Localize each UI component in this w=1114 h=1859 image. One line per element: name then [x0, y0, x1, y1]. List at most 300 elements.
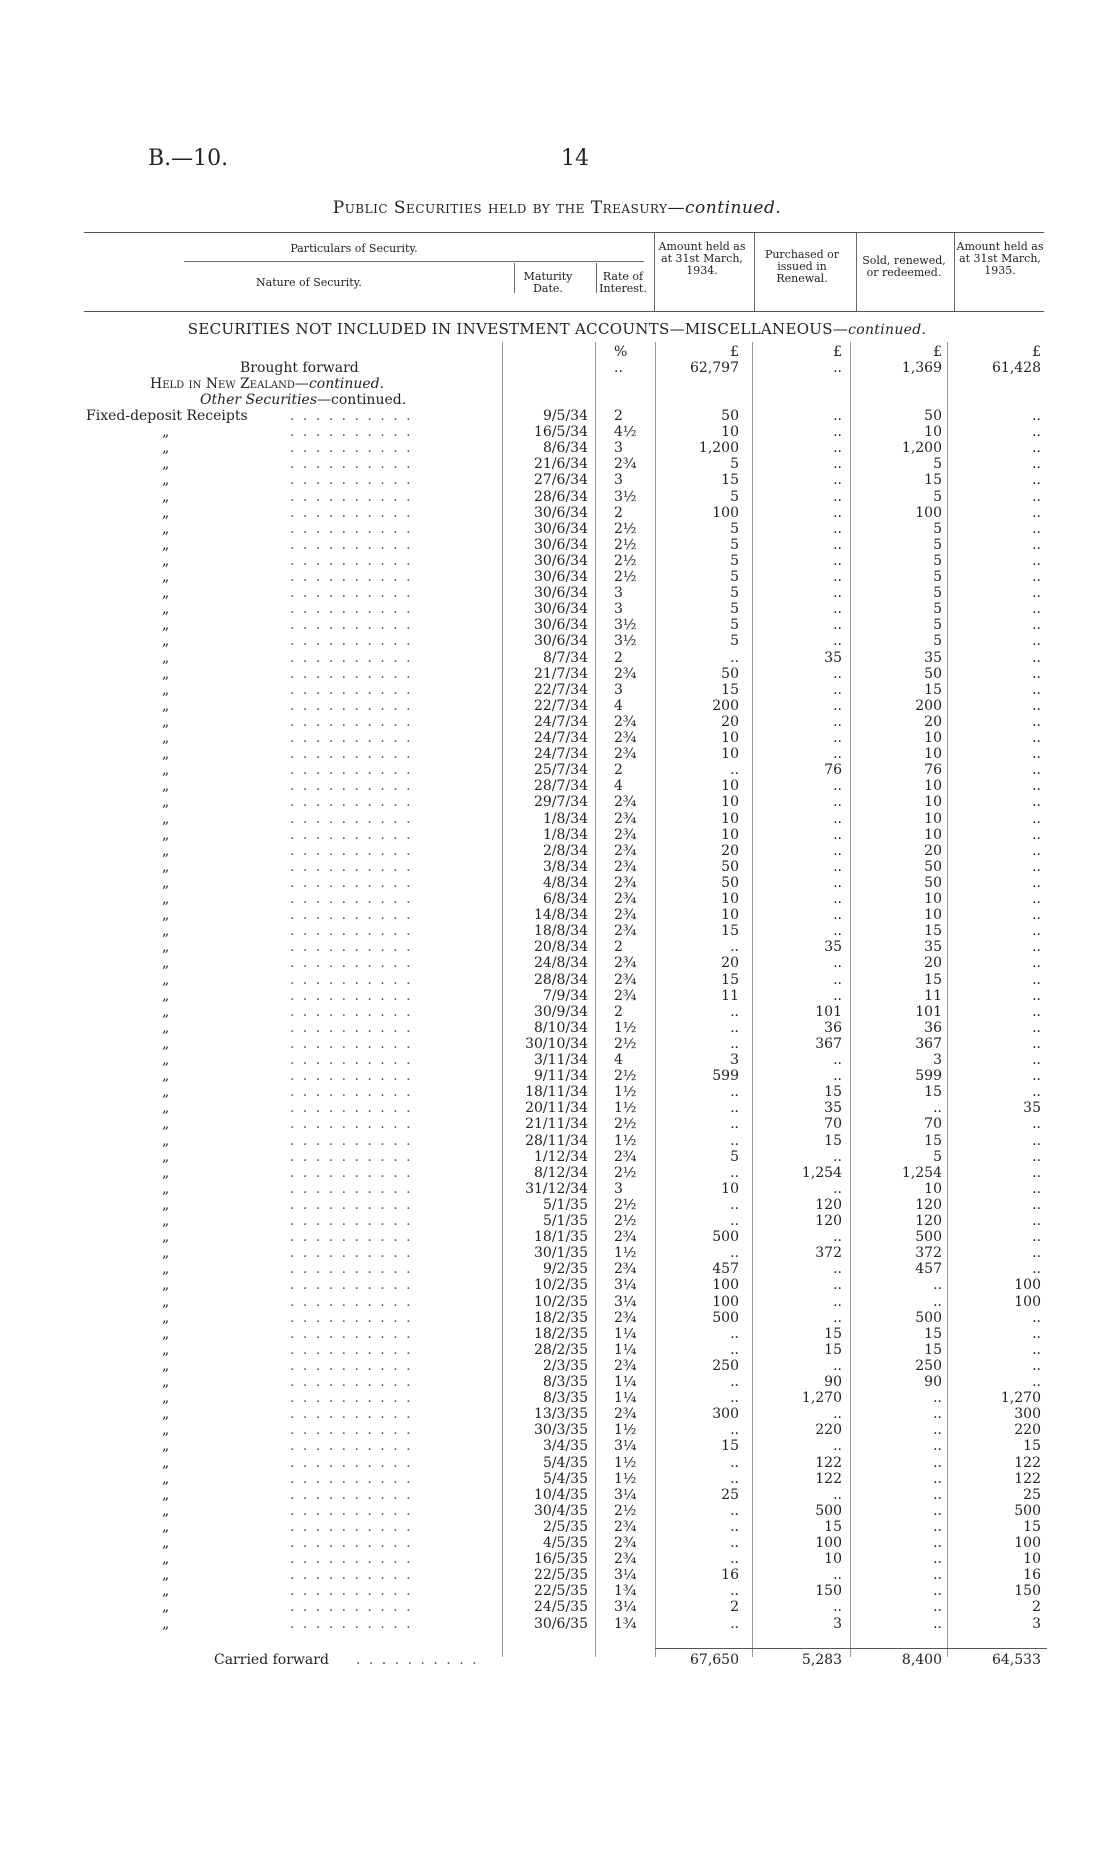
held-1934: .. [730, 1551, 739, 1568]
held-1934: .. [730, 1213, 739, 1229]
held-1934: 5 [730, 633, 739, 650]
maturity-date: 30/6/34 [534, 601, 588, 618]
held-1934: .. [730, 1019, 739, 1036]
interest-rate: 2¾ [614, 746, 637, 763]
held-1935: 15 [1023, 1438, 1041, 1455]
held-1935: .. [1032, 939, 1041, 956]
interest-rate: 2½ [614, 1116, 637, 1133]
interest-rate: 3½ [614, 488, 637, 505]
held-1934: .. [730, 1470, 739, 1487]
security-name: „ [162, 1309, 170, 1326]
sold: 20 [924, 955, 942, 972]
table-row [0, 1181, 1114, 1197]
unit-rate: % [614, 344, 628, 360]
held-1935: .. [1032, 1019, 1041, 1036]
interest-rate: 2¾ [614, 1148, 637, 1165]
leader-dots: . . . . . . . . . . [290, 1567, 413, 1584]
table-row [0, 811, 1114, 827]
sold: 15 [924, 923, 942, 940]
purchased: .. [833, 923, 842, 940]
security-name: „ [162, 1116, 170, 1133]
leader-dots: . . . . . . . . . . [290, 987, 413, 1004]
leader-dots: . . . . . . . . . . [290, 1293, 413, 1310]
held-1934: 50 [721, 665, 739, 682]
subhead-other-securities-main: Other Securities [200, 392, 318, 408]
held-1935: .. [1032, 987, 1041, 1004]
held-1935: .. [1032, 681, 1041, 698]
maturity-date: 6/8/34 [542, 891, 588, 907]
held-1934: 20 [721, 955, 739, 972]
purchased: .. [833, 504, 842, 521]
interest-rate: 2¾ [614, 794, 637, 811]
held-1935: .. [1032, 1116, 1041, 1133]
sold: 5 [933, 1148, 942, 1165]
table-row [0, 714, 1114, 730]
interest-rate: 4 [614, 697, 623, 714]
sold: 5 [933, 601, 942, 618]
interest-rate: 3 [614, 681, 623, 698]
security-name: „ [162, 778, 170, 795]
leader-dots: . . . . . . . . . . [290, 697, 413, 714]
sold: 250 [915, 1357, 942, 1374]
purchased: .. [833, 1148, 842, 1165]
interest-rate: 2¾ [614, 907, 637, 924]
interest-rate: 1½ [614, 1422, 637, 1439]
purchased: .. [833, 697, 842, 714]
held-1935: 10 [1023, 1551, 1041, 1568]
leader-dots: . . . . . . . . . . [290, 488, 413, 505]
maturity-date: 30/10/34 [525, 1035, 588, 1052]
subhead-held-in-nz-continued: continued. [308, 376, 385, 392]
table-row [0, 585, 1114, 601]
held-1934: .. [730, 1454, 739, 1471]
security-name: „ [162, 1100, 170, 1117]
maturity-date: 7/9/34 [542, 987, 588, 1004]
held-1935: .. [1032, 907, 1041, 924]
security-name: „ [162, 1245, 170, 1262]
table-row [0, 1551, 1114, 1567]
table-row [0, 1487, 1114, 1503]
sold: .. [933, 1615, 942, 1632]
held-1935: .. [1032, 1309, 1041, 1326]
brought-forward-held-1934: 62,797 [690, 360, 739, 376]
sold: .. [933, 1583, 942, 1600]
table-row [0, 666, 1114, 682]
purchased: .. [833, 1438, 842, 1455]
held-1934: 15 [721, 681, 739, 698]
table-row [0, 569, 1114, 585]
leader-dots: . . . . . . . . . . [290, 649, 413, 666]
interest-rate: 2½ [614, 1213, 637, 1229]
leader-dots: . . . . . . . . . . [290, 536, 413, 553]
held-1935: 300 [1014, 1406, 1041, 1423]
leader-dots: . . . . . . . . . . [290, 858, 413, 875]
interest-rate: 3 [614, 440, 623, 457]
table-row [0, 746, 1114, 762]
sold: .. [933, 1438, 942, 1455]
held-1935: .. [1032, 633, 1041, 650]
brought-forward-sold: 1,369 [901, 360, 942, 376]
sold: 15 [924, 971, 942, 988]
table-row [0, 489, 1114, 505]
interest-rate: 2½ [614, 1068, 637, 1085]
sold: 20 [924, 713, 942, 730]
sold: 5 [933, 488, 942, 505]
leader-dots: . . . . . . . . . . [290, 1583, 413, 1600]
purchased: .. [833, 1229, 842, 1246]
maturity-date: 4/8/34 [542, 874, 588, 891]
held-1934: 50 [721, 874, 739, 891]
sold: 367 [915, 1035, 942, 1052]
interest-rate: 2½ [614, 1196, 637, 1213]
subhead-other-securities [200, 392, 406, 408]
maturity-date: 1/12/34 [534, 1148, 588, 1165]
security-name: „ [162, 1502, 170, 1519]
purchased: .. [833, 1180, 842, 1197]
leader-dots: . . . . . . . . . . [290, 456, 413, 473]
table-row [0, 1471, 1114, 1487]
held-1934: 5 [730, 552, 739, 569]
purchased: .. [833, 858, 842, 875]
maturity-date: 8/6/34 [542, 440, 588, 457]
interest-rate: 2¾ [614, 955, 637, 972]
table-row [0, 1294, 1114, 1310]
held-1934: .. [730, 1196, 739, 1213]
purchased: 70 [824, 1116, 842, 1133]
held-1935: .. [1032, 746, 1041, 763]
held-1935: .. [1032, 955, 1041, 972]
security-name: „ [162, 1325, 170, 1342]
purchased: .. [833, 874, 842, 891]
purchased: 1,270 [801, 1390, 842, 1407]
table-row [0, 923, 1114, 939]
maturity-date: 5/4/35 [542, 1470, 588, 1487]
leader-dots: . . . . . . . . . . [290, 1502, 413, 1519]
header-particulars: Particulars of Security. [290, 242, 418, 255]
table-row [0, 682, 1114, 698]
held-1934: .. [730, 1374, 739, 1390]
leader-dots: . . . . . . . . . . [290, 1019, 413, 1036]
table-row [0, 1599, 1114, 1615]
section-heading [0, 320, 1114, 338]
held-1934: .. [730, 1341, 739, 1358]
leader-dots: . . . . . . . . . . [290, 633, 413, 650]
purchased: 372 [815, 1245, 842, 1262]
sold: 200 [915, 697, 942, 714]
leader-dots: . . . . . . . . . . [290, 1357, 413, 1374]
security-name: „ [162, 1567, 170, 1584]
interest-rate: 3 [614, 1180, 623, 1197]
held-1934: 25 [721, 1486, 739, 1503]
sold: 11 [924, 987, 942, 1004]
security-name: „ [162, 1486, 170, 1503]
sold: 35 [924, 649, 942, 666]
maturity-date: 30/6/34 [534, 585, 588, 602]
maturity-date: 9/2/35 [542, 1261, 588, 1278]
held-1934: 3 [730, 1052, 739, 1068]
leader-dots: . . . . . . . . . . [290, 810, 413, 827]
purchased: 15 [824, 1325, 842, 1342]
units-row [0, 344, 1114, 360]
maturity-date: 2/5/35 [542, 1518, 588, 1535]
purchased: .. [833, 681, 842, 698]
maturity-date: 18/1/35 [534, 1229, 588, 1246]
table-row [0, 1100, 1114, 1116]
table-row [0, 633, 1114, 649]
header-sold: Sold, renewed, or redeemed. [862, 254, 946, 279]
held-1935: .. [1032, 601, 1041, 618]
table-row [0, 1583, 1114, 1599]
held-1935: .. [1032, 1052, 1041, 1068]
held-1935: .. [1032, 585, 1041, 602]
held-1935: 122 [1014, 1454, 1041, 1471]
table-row [0, 521, 1114, 537]
sold: 10 [924, 730, 942, 746]
security-name: „ [162, 1357, 170, 1374]
maturity-date: 22/7/34 [534, 697, 588, 714]
security-name: „ [162, 536, 170, 553]
sold: 35 [924, 939, 942, 956]
maturity-date: 20/11/34 [525, 1100, 588, 1117]
maturity-date: 30/6/34 [534, 520, 588, 537]
leader-dots: . . . . . . . . . . [290, 1003, 413, 1020]
security-name: „ [162, 1277, 170, 1294]
held-1934: 5 [730, 456, 739, 473]
interest-rate: 2 [614, 504, 623, 521]
held-1935: .. [1032, 1341, 1041, 1358]
maturity-date: 21/11/34 [525, 1116, 588, 1133]
held-1935: .. [1032, 536, 1041, 553]
header-purchased: Purchased or issued in Renewal. [764, 248, 840, 285]
maturity-date: 1/8/34 [542, 826, 588, 843]
table-row [0, 1374, 1114, 1390]
leader-dots: . . . . . . . . . . [290, 1180, 413, 1197]
maturity-date: 3/4/35 [542, 1438, 588, 1455]
maturity-date: 8/7/34 [542, 649, 588, 666]
held-1934: 500 [712, 1229, 739, 1246]
purchased: .. [833, 617, 842, 634]
table-row [0, 907, 1114, 923]
purchased: .. [833, 1293, 842, 1310]
sold: 5 [933, 585, 942, 602]
purchased: .. [833, 552, 842, 569]
security-name: „ [162, 649, 170, 666]
table-row [0, 1197, 1114, 1213]
section-heading-main: SECURITIES NOT INCLUDED IN INVESTMENT ACCOUNTS—MISCELLANEOUS— [187, 320, 849, 338]
carried-forward-held-1935: 64,533 [992, 1652, 1041, 1668]
interest-rate: 1½ [614, 1454, 637, 1471]
security-name: „ [162, 1132, 170, 1149]
held-1935: .. [1032, 826, 1041, 843]
sold: .. [933, 1551, 942, 1568]
held-1934: 300 [712, 1406, 739, 1423]
purchased: .. [833, 569, 842, 585]
held-1934: .. [730, 649, 739, 666]
carried-forward-leader: . . . . . . . . . . [356, 1652, 479, 1668]
leader-dots: . . . . . . . . . . [290, 891, 413, 907]
sold: 10 [924, 778, 942, 795]
security-name: „ [162, 955, 170, 972]
security-name: „ [162, 1019, 170, 1036]
held-1935: 122 [1014, 1470, 1041, 1487]
leader-dots: . . . . . . . . . . [290, 826, 413, 843]
maturity-date: 28/2/35 [534, 1341, 588, 1358]
sold: .. [933, 1599, 942, 1616]
purchased: .. [833, 1406, 842, 1423]
held-1935: .. [1032, 472, 1041, 489]
sold: 20 [924, 842, 942, 859]
table-row [0, 1519, 1114, 1535]
maturity-date: 24/7/34 [534, 713, 588, 730]
maturity-date: 4/5/35 [542, 1535, 588, 1551]
interest-rate: 1¾ [614, 1583, 637, 1600]
purchased: 220 [815, 1422, 842, 1439]
leader-dots: . . . . . . . . . . [290, 424, 413, 441]
maturity-date: 30/6/34 [534, 633, 588, 650]
sold: 5 [933, 552, 942, 569]
table-row [0, 1277, 1114, 1293]
sold: .. [933, 1277, 942, 1294]
maturity-date: 30/6/34 [534, 617, 588, 634]
interest-rate: 2¾ [614, 891, 637, 907]
maturity-date: 16/5/35 [534, 1551, 588, 1568]
maturity-date: 21/7/34 [534, 665, 588, 682]
purchased: .. [833, 536, 842, 553]
leader-dots: . . . . . . . . . . [290, 1261, 413, 1278]
maturity-date: 18/11/34 [525, 1084, 588, 1101]
table-row [0, 424, 1114, 440]
maturity-date: 3/8/34 [542, 858, 588, 875]
leader-dots: . . . . . . . . . . [290, 1068, 413, 1085]
security-name: „ [162, 971, 170, 988]
maturity-date: 30/3/35 [534, 1422, 588, 1439]
held-1935: .. [1032, 1374, 1041, 1390]
purchased: .. [833, 826, 842, 843]
sold: .. [933, 1454, 942, 1471]
held-1935: .. [1032, 810, 1041, 827]
held-1935: .. [1032, 762, 1041, 779]
sold: 372 [915, 1245, 942, 1262]
maturity-date: 24/5/35 [534, 1599, 588, 1616]
interest-rate: 2 [614, 939, 623, 956]
security-name: „ [162, 1615, 170, 1632]
leader-dots: . . . . . . . . . . [290, 730, 413, 746]
table-row [0, 1229, 1114, 1245]
security-name: „ [162, 520, 170, 537]
held-1934: 10 [721, 730, 739, 746]
leader-dots: . . . . . . . . . . [290, 1486, 413, 1503]
sold: 15 [924, 1341, 942, 1358]
held-1935: .. [1032, 1148, 1041, 1165]
held-1935: .. [1032, 552, 1041, 569]
sold: 10 [924, 424, 942, 441]
sold: 500 [915, 1229, 942, 1246]
table-row [0, 650, 1114, 666]
maturity-date: 30/6/34 [534, 504, 588, 521]
security-name: „ [162, 1180, 170, 1197]
interest-rate: 4 [614, 1052, 623, 1068]
sold: 15 [924, 681, 942, 698]
held-1935: 15 [1023, 1518, 1041, 1535]
held-1935: .. [1032, 424, 1041, 441]
held-1935: 2 [1032, 1599, 1041, 1616]
subhead-held-in-nz-main: Held in New Zealand— [150, 376, 309, 392]
table-row [0, 1213, 1114, 1229]
sold: 1,254 [901, 1164, 942, 1181]
sold: 50 [924, 858, 942, 875]
interest-rate: 2 [614, 762, 623, 779]
security-name: „ [162, 552, 170, 569]
sold: 10 [924, 810, 942, 827]
held-1935: .. [1032, 794, 1041, 811]
security-name: „ [162, 794, 170, 811]
leader-dots: . . . . . . . . . . [290, 1390, 413, 1407]
maturity-date: 18/8/34 [534, 923, 588, 940]
interest-rate: 2 [614, 1003, 623, 1020]
sold: 10 [924, 746, 942, 763]
interest-rate: 3¼ [614, 1438, 637, 1455]
interest-rate: 1½ [614, 1132, 637, 1149]
sold: 10 [924, 826, 942, 843]
interest-rate: 3¼ [614, 1599, 637, 1616]
maturity-date: 29/7/34 [534, 794, 588, 811]
security-name: „ [162, 585, 170, 602]
held-1935: .. [1032, 713, 1041, 730]
table-row [0, 778, 1114, 794]
table-row [0, 698, 1114, 714]
held-1935: .. [1032, 778, 1041, 795]
held-1934: 50 [721, 858, 739, 875]
purchased: .. [833, 1357, 842, 1374]
purchased: .. [833, 907, 842, 924]
table-row [0, 1261, 1114, 1277]
purchased: .. [833, 746, 842, 763]
table-row [0, 972, 1114, 988]
leader-dots: . . . . . . . . . . [290, 1196, 413, 1213]
held-1934: 457 [712, 1261, 739, 1278]
table-row [0, 1052, 1114, 1068]
leader-dots: . . . . . . . . . . [290, 907, 413, 924]
security-name: „ [162, 472, 170, 489]
sold: .. [933, 1470, 942, 1487]
purchased: .. [833, 1309, 842, 1326]
carried-forward-purchased: 5,283 [801, 1652, 842, 1668]
held-1934: .. [730, 762, 739, 779]
table-row [0, 1245, 1114, 1261]
maturity-date: 27/6/34 [534, 472, 588, 489]
sold: .. [933, 1567, 942, 1584]
leader-dots: . . . . . . . . . . [290, 1422, 413, 1439]
sold: .. [933, 1406, 942, 1423]
purchased: .. [833, 1486, 842, 1503]
held-1935: .. [1032, 456, 1041, 473]
held-1934: 200 [712, 697, 739, 714]
interest-rate: 2¾ [614, 730, 637, 746]
purchased: .. [833, 891, 842, 907]
purchased: 1,254 [801, 1164, 842, 1181]
leader-dots: . . . . . . . . . . [290, 1551, 413, 1568]
leader-dots: . . . . . . . . . . [290, 1615, 413, 1632]
purchased: 500 [815, 1502, 842, 1519]
unit-purchased: £ [833, 344, 842, 360]
sold: .. [933, 1502, 942, 1519]
interest-rate: 2¾ [614, 842, 637, 859]
table-row [0, 1358, 1114, 1374]
interest-rate: 1¼ [614, 1325, 637, 1342]
security-name: „ [162, 1341, 170, 1358]
security-name: „ [162, 1454, 170, 1471]
leader-dots: . . . . . . . . . . [290, 1277, 413, 1294]
